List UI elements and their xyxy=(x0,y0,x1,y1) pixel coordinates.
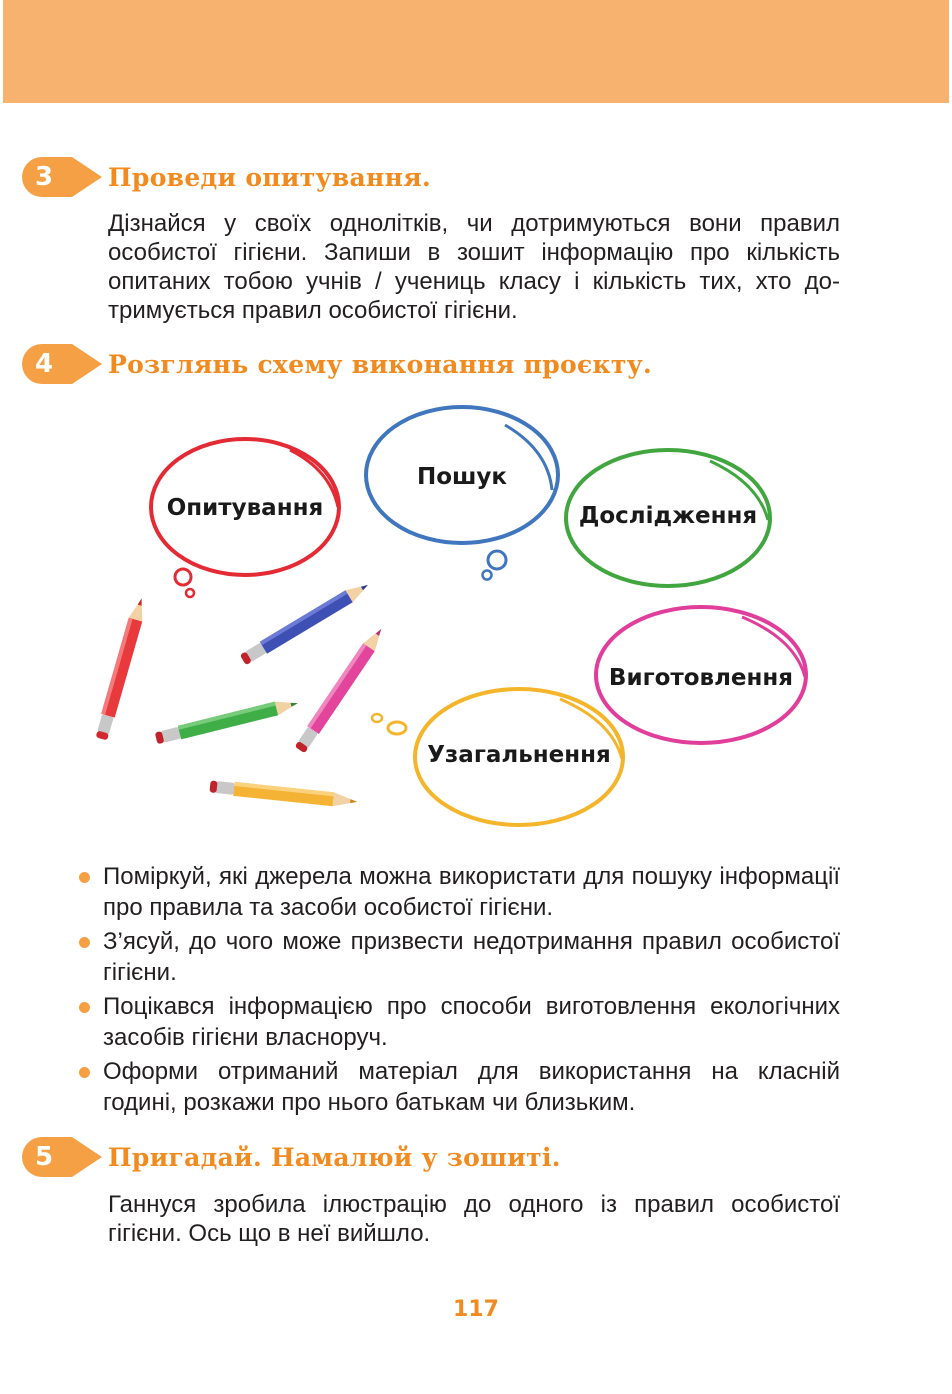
task-title: Пригадай. Намалюй у зошиті. xyxy=(108,1142,561,1172)
task-number-badge: 3 xyxy=(22,157,102,197)
bubble-label-vyhotovlennia: Виготовлення xyxy=(608,665,794,691)
task-3-heading xyxy=(22,157,431,197)
bubble-label-poshuk: Пошук xyxy=(416,464,508,490)
bullet-dot-icon xyxy=(79,1067,90,1078)
list-item: Оформи отриманий матеріал для використання на класній годині, розкажи про нього батькам чи близьким. xyxy=(76,1056,840,1118)
list-item: З’ясуй, до чого може призвести недотримання правил особистої гігієни. xyxy=(76,926,840,988)
bubble-label-doslidzhennia: Дослідження xyxy=(578,503,758,529)
page-number: 117 xyxy=(453,1297,499,1322)
task-title: Проведи опитування. xyxy=(108,162,431,192)
pencil-pink xyxy=(294,625,387,754)
task-number-badge: 5 xyxy=(22,1137,102,1177)
task-3-text: Дізнайся у своїх однолітків, чи дотримуються вони правил особистої гігієни. Запиши в зошит інформацію про кількість опитаних тобою учнів / учениць класу і кількість тих, хто дотримується правил особистої гігієни. xyxy=(108,210,840,324)
bubble-poshuk xyxy=(366,407,558,580)
bubble-label-opytuvannia: Опитування xyxy=(166,495,324,521)
tips-list xyxy=(76,861,840,1121)
task-5-text: Ганнуся зробила ілюстрацію до одного із правил особистої гігієни. Ось що в неї вийшло. xyxy=(108,1191,840,1247)
bullet-dot-icon xyxy=(79,1002,90,1013)
list-item: Поміркуй, які джерела можна використати для пошуку інформації про правила та засоби особистої гігієни. xyxy=(76,861,840,923)
top-color-band xyxy=(3,0,949,103)
pencil-blue xyxy=(239,579,371,666)
bubble-label-uzahalnennia: Узагальнення xyxy=(427,742,611,768)
pencil-red xyxy=(95,596,149,740)
task-number-badge: 4 xyxy=(22,344,102,384)
bullet-dot-icon xyxy=(79,872,90,883)
pencil-green xyxy=(154,696,299,745)
pencil-yellow xyxy=(209,779,358,808)
task-5-heading xyxy=(22,1137,561,1177)
task-title: Розглянь схему виконання проєкту. xyxy=(108,349,653,379)
task-4-heading xyxy=(22,344,652,384)
project-scheme-diagram xyxy=(0,395,952,845)
bullet-dot-icon xyxy=(79,937,90,948)
list-item: Поцікався інформацією про способи виготовлення екологічних засобів гігієни власноруч. xyxy=(76,991,840,1053)
